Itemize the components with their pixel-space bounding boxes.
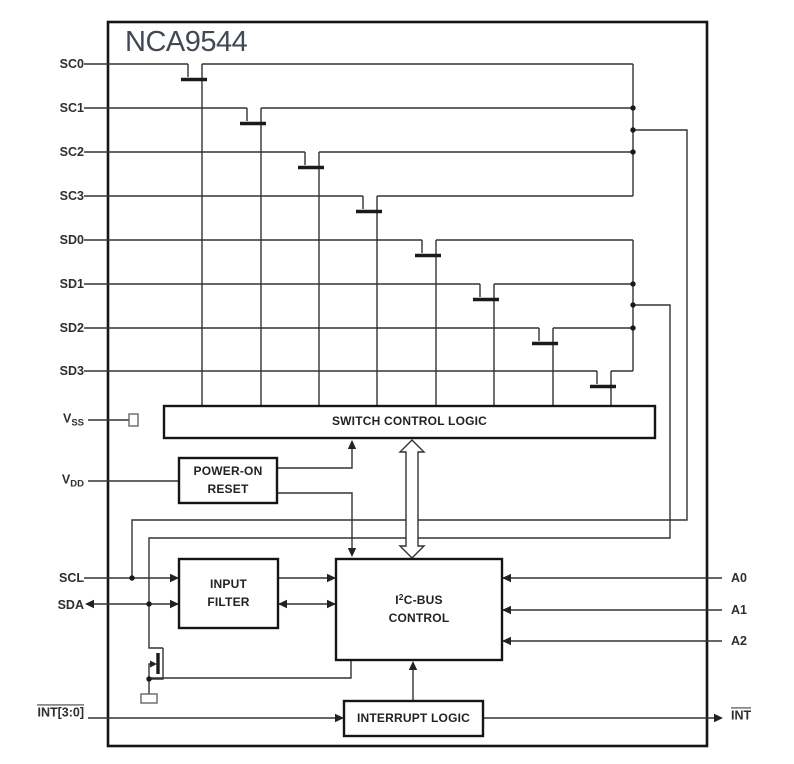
switch-output-lines [202, 64, 633, 371]
pin-label-sc3: SC3 [59, 189, 84, 203]
pin-label-sd1: SD1 [59, 277, 84, 291]
i2c-to-nmos-line [149, 660, 351, 678]
substrate-pin-symbol [141, 694, 157, 703]
power-on-reset-label: POWER-ON RESET [193, 464, 263, 496]
switch-control-logic-label: SWITCH CONTROL LOGIC [331, 414, 488, 429]
pin-label-int: INT [731, 708, 752, 723]
chip-title: NCA9544 [125, 26, 248, 58]
pin-label-a0: A0 [731, 571, 747, 585]
transistor-gate-bars [181, 80, 616, 387]
pin-label-sc1: SC1 [59, 101, 84, 115]
pin-label-a1: A1 [731, 603, 747, 617]
pin-label-sd0: SD0 [59, 233, 84, 247]
data-flow-double-arrow [400, 440, 424, 558]
interrupt-logic-label: INTERRUPT LOGIC [357, 710, 470, 725]
transistor-gate-lines [202, 64, 611, 406]
pin-label-sc0: SC0 [59, 57, 84, 71]
pin-label-vdd: $V_{DD}$ [61, 472, 84, 490]
pin-label-sda: SDA [57, 598, 84, 612]
por-connection-lines [277, 441, 352, 554]
vss-pin-symbol [129, 414, 138, 426]
pin-label-sd3: SD3 [59, 364, 84, 378]
pin-label-sd2: SD2 [59, 321, 84, 335]
i2c-bus-control-label: $I^2C$-BUS CONTROL [388, 592, 450, 625]
pin-label-vss: $V_{SS}$ [62, 411, 84, 429]
input-filter-label: INPUT FILTER [207, 577, 250, 609]
pin-label-sc2: SC2 [59, 145, 84, 159]
pin-label-scl: SCL [59, 571, 84, 585]
pin-label-a2: A2 [731, 634, 747, 648]
pin-label-int3-0: INT[3:0] [37, 705, 84, 720]
address-input-lines [502, 578, 722, 641]
transistor-channel-stubs [188, 64, 597, 384]
